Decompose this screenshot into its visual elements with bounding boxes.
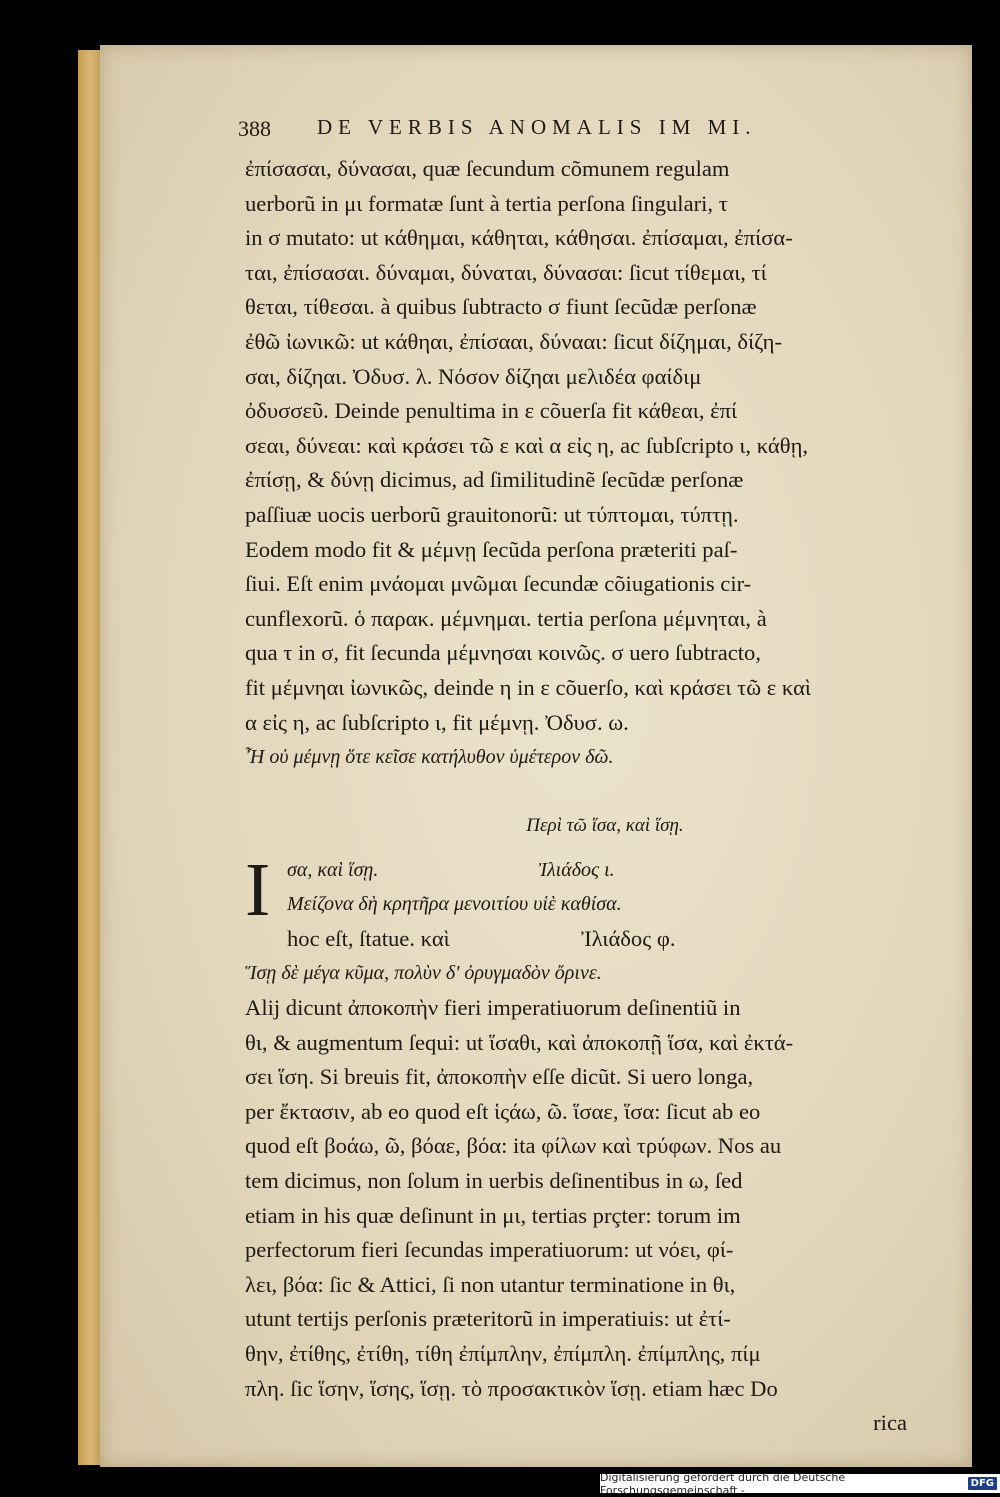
text-line: cunflexorũ. ὁ παρακ. μέμνημαι. tertia perſona μέμνηται, à [245,605,767,631]
text-line: etiam in his quæ deſinunt in μι, tertias prçter: torum im [245,1202,741,1228]
running-title: DE VERBIS ANOMALIS IM MI. [317,115,757,139]
citation: Ἰλιάδος φ. [581,925,676,951]
drop-cap-initial: I [245,847,271,932]
text-line: paſſiuæ uocis uerborũ grauitonorũ: ut τύπτομαι, τύπτῃ. [245,501,739,527]
verse-quotation: Μείζονα δὴ κρητῆρα μενοιτίου υἱὲ καθίσα. [287,893,622,916]
text-line: λει, βόα: ſic & Attici, ſi non utantur terminatione in θι, [245,1271,736,1297]
text-line: πλη. ſic ἵσην, ἵσης, ἵσῃ. τὸ προσακτικὸν ἵσῃ. etiam hæc Do [245,1375,778,1401]
text-line [245,853,925,888]
catchword: rica [873,1410,907,1436]
section-heading: Περὶ τῶ ἵσα, καὶ ἵσῃ. [526,814,684,836]
text-line: uerborũ in μι formatæ ſunt à tertia perſona ſingulari, τ [245,190,728,216]
body-top [245,152,925,775]
text-line: σεαι, δύνεαι: καὶ κράσει τῶ ε καὶ α εἰς η, ac ſubſcripto ι, κάθῃ, [245,432,809,458]
text-line: ἐπίσῃ, & δύνῃ dicimus, ad ſimilitudinẽ ſecũdæ perſonæ [245,467,744,493]
text-line: quod eſt βοάω, ῶ, βόαε, βόα: ita φίλων καὶ τρύφων. Nos au [245,1133,782,1159]
lemma-text: σα, καὶ ἵσῃ. [287,858,379,881]
text-line: Alij dicunt ἀποκοπὴν fieri imperatiuorum deſinentiũ in [245,995,741,1021]
digitization-footer [600,1470,1000,1497]
text-line: per ἔκτασιν, ab eo quod eſt ἱςάω, ῶ. ἵσαε, ἵσα: ſicut ab eo [245,1098,761,1124]
page-text [238,112,925,1441]
text-line: ἐπίσασαι, δύνασαι, quæ ſecundum cõmunem regulam [245,156,730,181]
text-line [245,922,925,957]
text-line: ται, ἐπίσασαι. δύναμαι, δύναται, δύνασαι: ſicut τίθεμαι, τί [245,259,767,285]
verse-quotation: Ἦ οὐ μέμνῃ ὅτε κεῖσε κατήλυθον ὑμέτερον δῶ. [245,746,614,769]
text-line: utunt tertijs perſonis præteritorũ in imperatiuis: ut ἐτί- [245,1306,731,1332]
gloss-text: hoc eſt, ſtatue. καὶ [287,925,450,951]
text-line: Eodem modo fit & μέμνῃ ſecũda perſona præteriti paſ- [245,536,738,562]
footer-credit: Digitalisierung gefördert durch die Deutsche Forschungsgemeinschaft - [600,1470,846,1497]
text-line: ὀδυσσεῦ. Deinde penultima in ε cõuerſa fit κάθεαι, ἐπί [245,398,738,424]
text-line: perfectorum fieri ſecundas imperatiuorum: ut νόει, φί- [245,1237,734,1263]
text-line: ſiui. Eſt enim μνάομαι μνῶμαι ſecundæ cõiugationis cir- [245,571,752,597]
text-line: ἐθῶ ἰωνικῶ: ut κάθηαι, ἐπίσααι, δύνααι: ſicut δίζημαι, δίζη- [245,328,782,354]
text-line: tem dicimus, non ſolum in uerbis deſinentibus in ω, ſed [245,1168,743,1194]
text-line: θην, ἐτίθης, ἐτίθη, τίθη ἐπίμπλην, ἐπίμπλη. ἐπίμπλης, πίμ [245,1341,761,1366]
initial-paragraph [245,847,925,957]
text-line: σαι, δίζηαι. Ὀδυσ. λ. Νόσον δίζηαι μελιδέα φαίδιμ [245,363,702,389]
text-line: fit μέμνηαι ἰωνικῶς, deinde η in ε cõuerſo, καὶ κράσει τῶ ε καὶ [245,674,812,700]
text-line: qua τ in σ, fit ſecunda μέμνησαι κοινῶς. σ uero ſubtracto, [245,640,761,666]
dfg-logo: DFG [968,1477,997,1490]
text-line: σει ἵση. Si breuis fit, ἀποκοπὴν eſſe dicũt. Si uero longa, [245,1064,754,1090]
body-bottom [245,956,925,1440]
verse-quotation: Ἵσῃ δὲ μέγα κῦμα, πολὺν δ' ὀρυγμαδὸν ὄρινε. [245,962,602,985]
citation: Ἰλιάδος ι. [538,858,615,881]
text-line: θεται, τίθεσαι. à quibus ſubtracto σ fiunt ſecũdæ perſonæ [245,294,757,320]
page-number: 388 [238,116,271,141]
running-header [238,112,925,152]
text-line: θι, & augmentum ſequi: ut ἵσαθι, καὶ ἀποκοπῇ ἵσα, καὶ ἐκτά- [245,1029,794,1055]
text-line: in σ mutato: ut κάθημαι, κάθηται, κάθησαι. ἐπίσαμαι, ἐπίσα- [245,225,793,251]
text-line: α εἰς η, ac ſubſcripto ι, fit μέμνῃ. Ὀδυσ. ω. [245,709,629,735]
